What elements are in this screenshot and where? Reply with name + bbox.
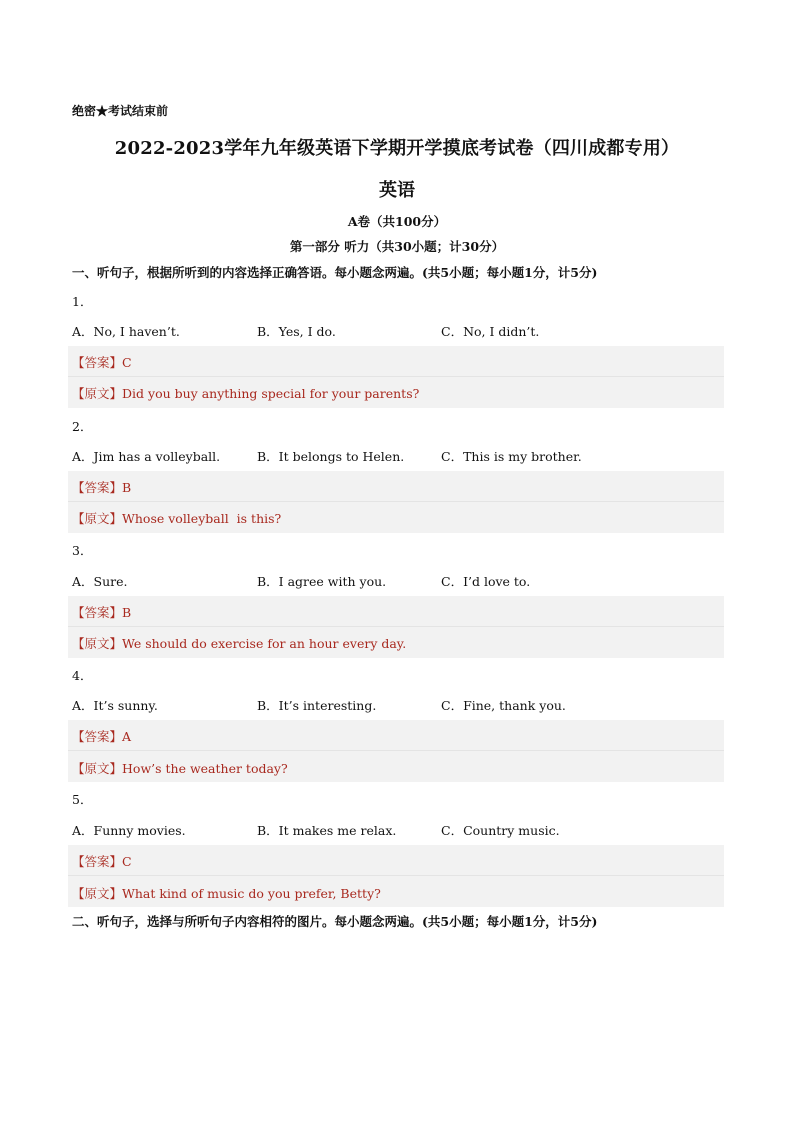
option-c: C．I’d love to. bbox=[441, 574, 531, 589]
script-text: How’s the weather today? bbox=[122, 761, 288, 776]
script-text: Whose volleyball is this? bbox=[122, 511, 282, 526]
question-number: 3． bbox=[72, 543, 93, 558]
script-tag: 【原文】 bbox=[72, 761, 123, 776]
option-b: B．It’s interesting. bbox=[257, 698, 377, 713]
script-tag: 【原文】 bbox=[72, 636, 123, 651]
answer-band bbox=[68, 471, 724, 502]
script-line bbox=[72, 759, 288, 777]
answer-line bbox=[72, 478, 131, 496]
answer-tag: 【答案】 bbox=[72, 605, 123, 620]
answer-value: B bbox=[122, 605, 132, 620]
option-c: C．Fine, thank you. bbox=[441, 698, 566, 713]
option-c: C．No, I didn’t. bbox=[441, 324, 540, 339]
answer-band bbox=[68, 845, 724, 876]
script-text: What kind of music do you prefer, Betty? bbox=[122, 886, 381, 901]
option-c: C．Country music. bbox=[441, 823, 560, 838]
question-number: 4． bbox=[72, 668, 93, 683]
option-b: B．I agree with you. bbox=[257, 574, 387, 589]
part-label: 第一部分 听力（共30小题；计30分） bbox=[289, 239, 505, 254]
option-c: C．This is my brother. bbox=[441, 449, 582, 464]
script-text: We should do exercise for an hour every day. bbox=[122, 636, 407, 651]
answer-value: C bbox=[122, 854, 132, 869]
answer-tag: 【答案】 bbox=[72, 854, 123, 869]
answer-line bbox=[72, 353, 132, 371]
answer-band bbox=[68, 720, 724, 751]
script-line bbox=[72, 509, 281, 527]
answer-line bbox=[72, 727, 131, 745]
section-1-heading: 一、听句子，根据所听到的内容选择正确答语。每小题念两遍。(共5小题；每小题1分，计5分) bbox=[72, 265, 598, 280]
volume-label: A卷（共100分） bbox=[347, 214, 447, 229]
option-a: A．Sure. bbox=[72, 574, 128, 589]
question-number: 2． bbox=[72, 419, 93, 434]
subject-title: 英语 bbox=[379, 180, 415, 201]
answer-tag: 【答案】 bbox=[72, 480, 123, 495]
confidential-label: 绝密★考试结束前 bbox=[72, 104, 169, 118]
answer-line bbox=[72, 852, 132, 870]
option-b: B．Yes, I do. bbox=[257, 324, 336, 339]
script-tag: 【原文】 bbox=[72, 511, 123, 526]
script-line bbox=[72, 384, 419, 402]
answer-tag: 【答案】 bbox=[72, 729, 123, 744]
answer-band bbox=[68, 596, 724, 627]
script-tag: 【原文】 bbox=[72, 386, 123, 401]
script-tag: 【原文】 bbox=[72, 886, 123, 901]
script-text: Did you buy anything special for your parents? bbox=[122, 386, 420, 401]
answer-value: A bbox=[122, 729, 132, 744]
option-a: A．Jim has a volleyball. bbox=[72, 449, 221, 464]
answer-tag: 【答案】 bbox=[72, 355, 123, 370]
script-line bbox=[72, 884, 381, 902]
option-b: B．It makes me relax. bbox=[257, 823, 397, 838]
answer-value: C bbox=[122, 355, 132, 370]
option-a: A．It’s sunny. bbox=[72, 698, 158, 713]
answer-band bbox=[68, 346, 724, 377]
answer-line bbox=[72, 603, 131, 621]
option-b: B．It belongs to Helen. bbox=[257, 449, 405, 464]
option-a: A．No, I haven’t. bbox=[72, 324, 180, 339]
answer-value: B bbox=[122, 480, 132, 495]
script-line bbox=[72, 634, 406, 652]
section-2-heading: 二、听句子，选择与所听句子内容相符的图片。每小题念两遍。(共5小题；每小题1分，计5分) bbox=[72, 914, 598, 929]
question-number: 5． bbox=[72, 792, 93, 807]
option-a: A．Funny movies. bbox=[72, 823, 186, 838]
question-number: 1． bbox=[72, 294, 93, 309]
exam-title: 2022-2023学年九年级英语下学期开学摸底考试卷（四川成都专用） bbox=[114, 138, 680, 159]
